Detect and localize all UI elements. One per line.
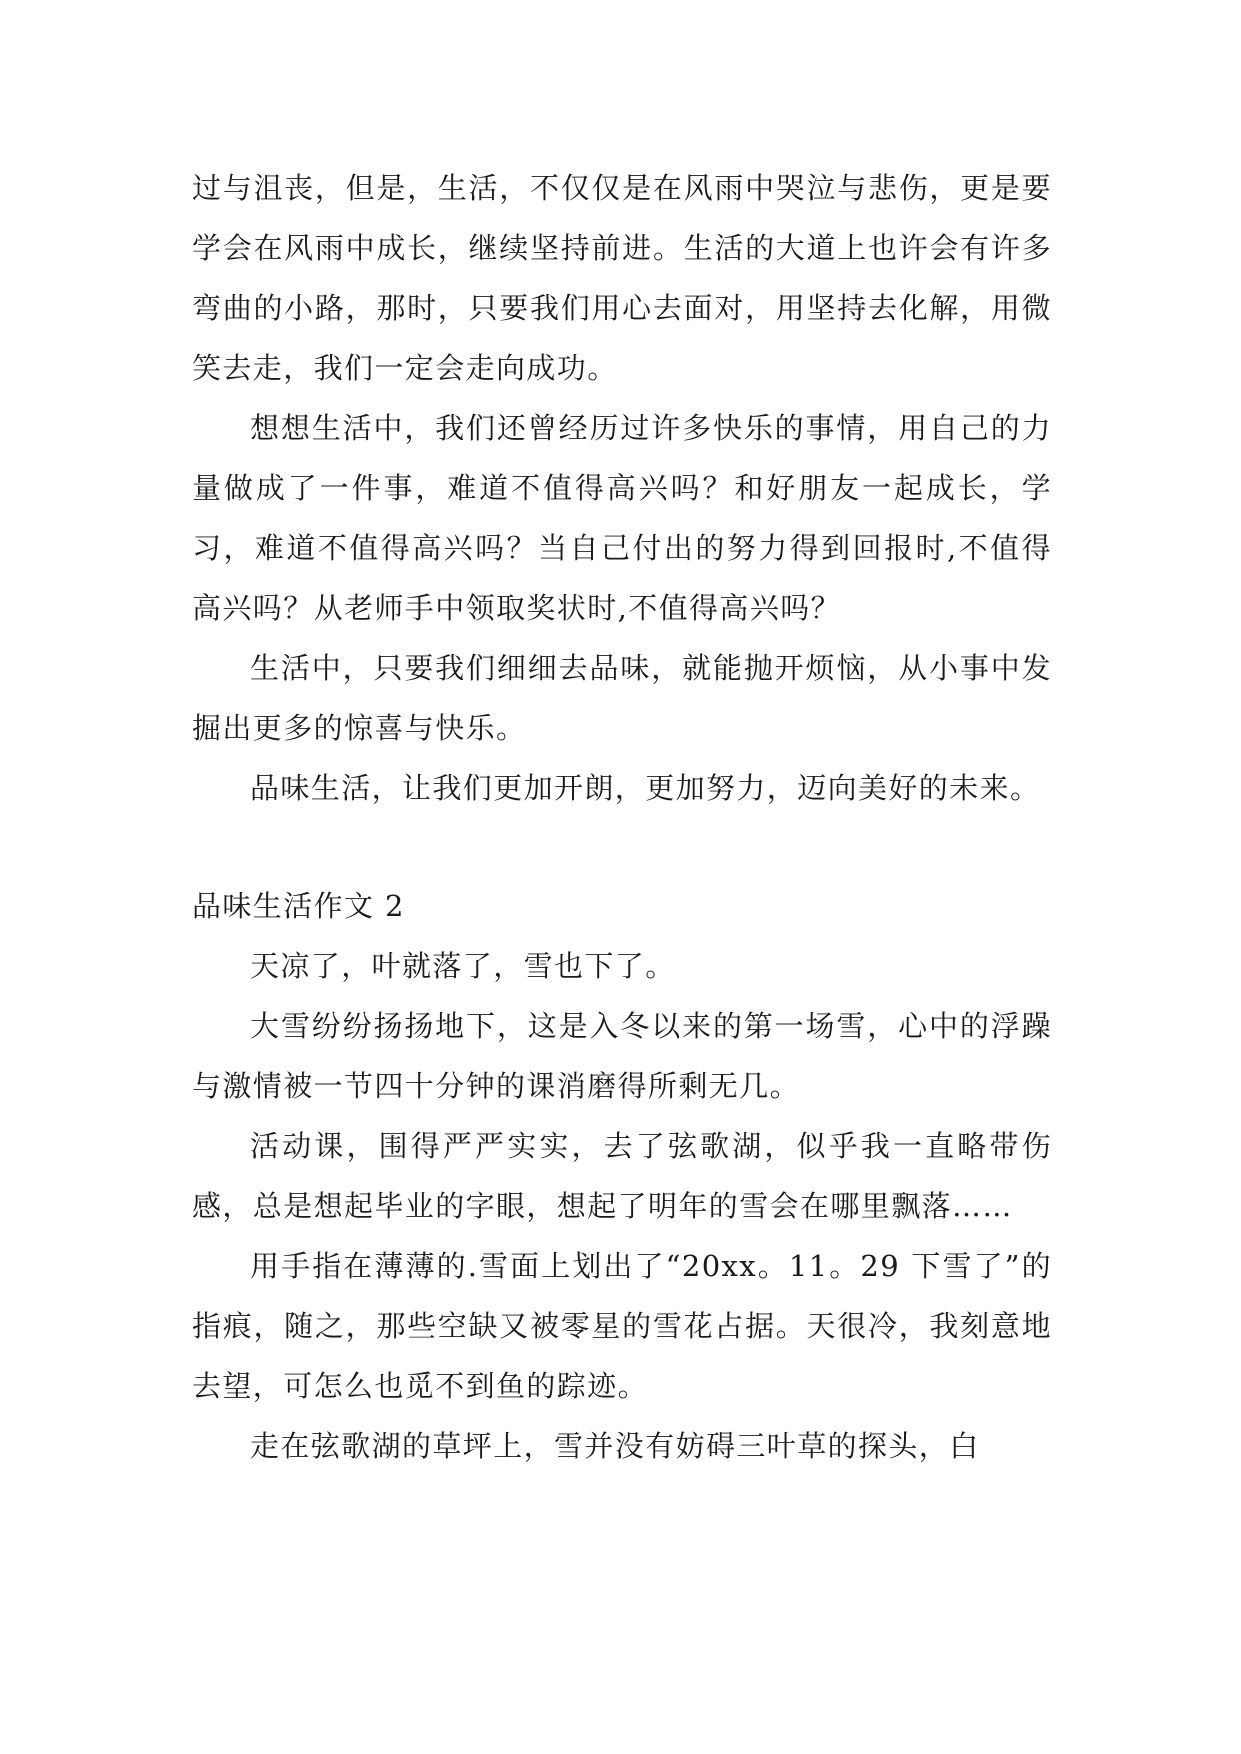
paragraph-activity-class: 活动课，围得严严实实，去了弦歌湖，似乎我一直略带伤感，总是想起毕业的字眼，想起了明年的雪会在哪里飘落……	[192, 1129, 1052, 1223]
document-body	[192, 158, 1052, 1476]
paragraph-first-snow: 大雪纷纷扬扬地下，这是入冬以来的第一场雪，心中的浮躁与激情被一节四十分钟的课消磨得所剩无几。	[192, 1009, 1052, 1103]
paragraph-savor-details: 生活中，只要我们细细去品味，就能抛开烦恼，从小事中发掘出更多的惊喜与快乐。	[192, 651, 1052, 745]
paragraph-finger-marks: 用手指在薄薄的.雪面上划出了“20xx。11。29 下雪了”的指痕，随之，那些空缺又被零星的雪花占据。天很冷，我刻意地去望，可怎么也觅不到鱼的踪迹。	[192, 1249, 1052, 1403]
paragraph-continuation: 过与沮丧，但是，生活，不仅仅是在风雨中哭泣与悲伤，更是要学会在风雨中成长，继续坚持前进。生活的大道上也许会有许多弯曲的小路，那时，只要我们用心去面对，用坚持去化解，用微笑去走，我们一定会走向成功。	[192, 171, 1052, 385]
section-title: 品味生活作文 2	[192, 889, 405, 923]
paragraph-happy-memories: 想想生活中，我们还曾经历过许多快乐的事情，用自己的力量做成了一件事，难道不值得高兴吗？和好朋友一起成长，学习，难道不值得高兴吗？当自己付出的努力得到回报时,不值得高兴吗？从老师手中领取奖状时,不值得高兴吗？	[192, 411, 1052, 625]
paragraph-conclusion: 品味生活，让我们更加开朗，更加努力，迈向美好的未来。	[250, 771, 1041, 805]
paragraph-lawn-walk: 走在弦歌湖的草坪上，雪并没有妨碍三叶草的探头，白	[250, 1429, 980, 1463]
paragraph-opening: 天凉了，叶就落了，雪也下了。	[250, 949, 676, 983]
